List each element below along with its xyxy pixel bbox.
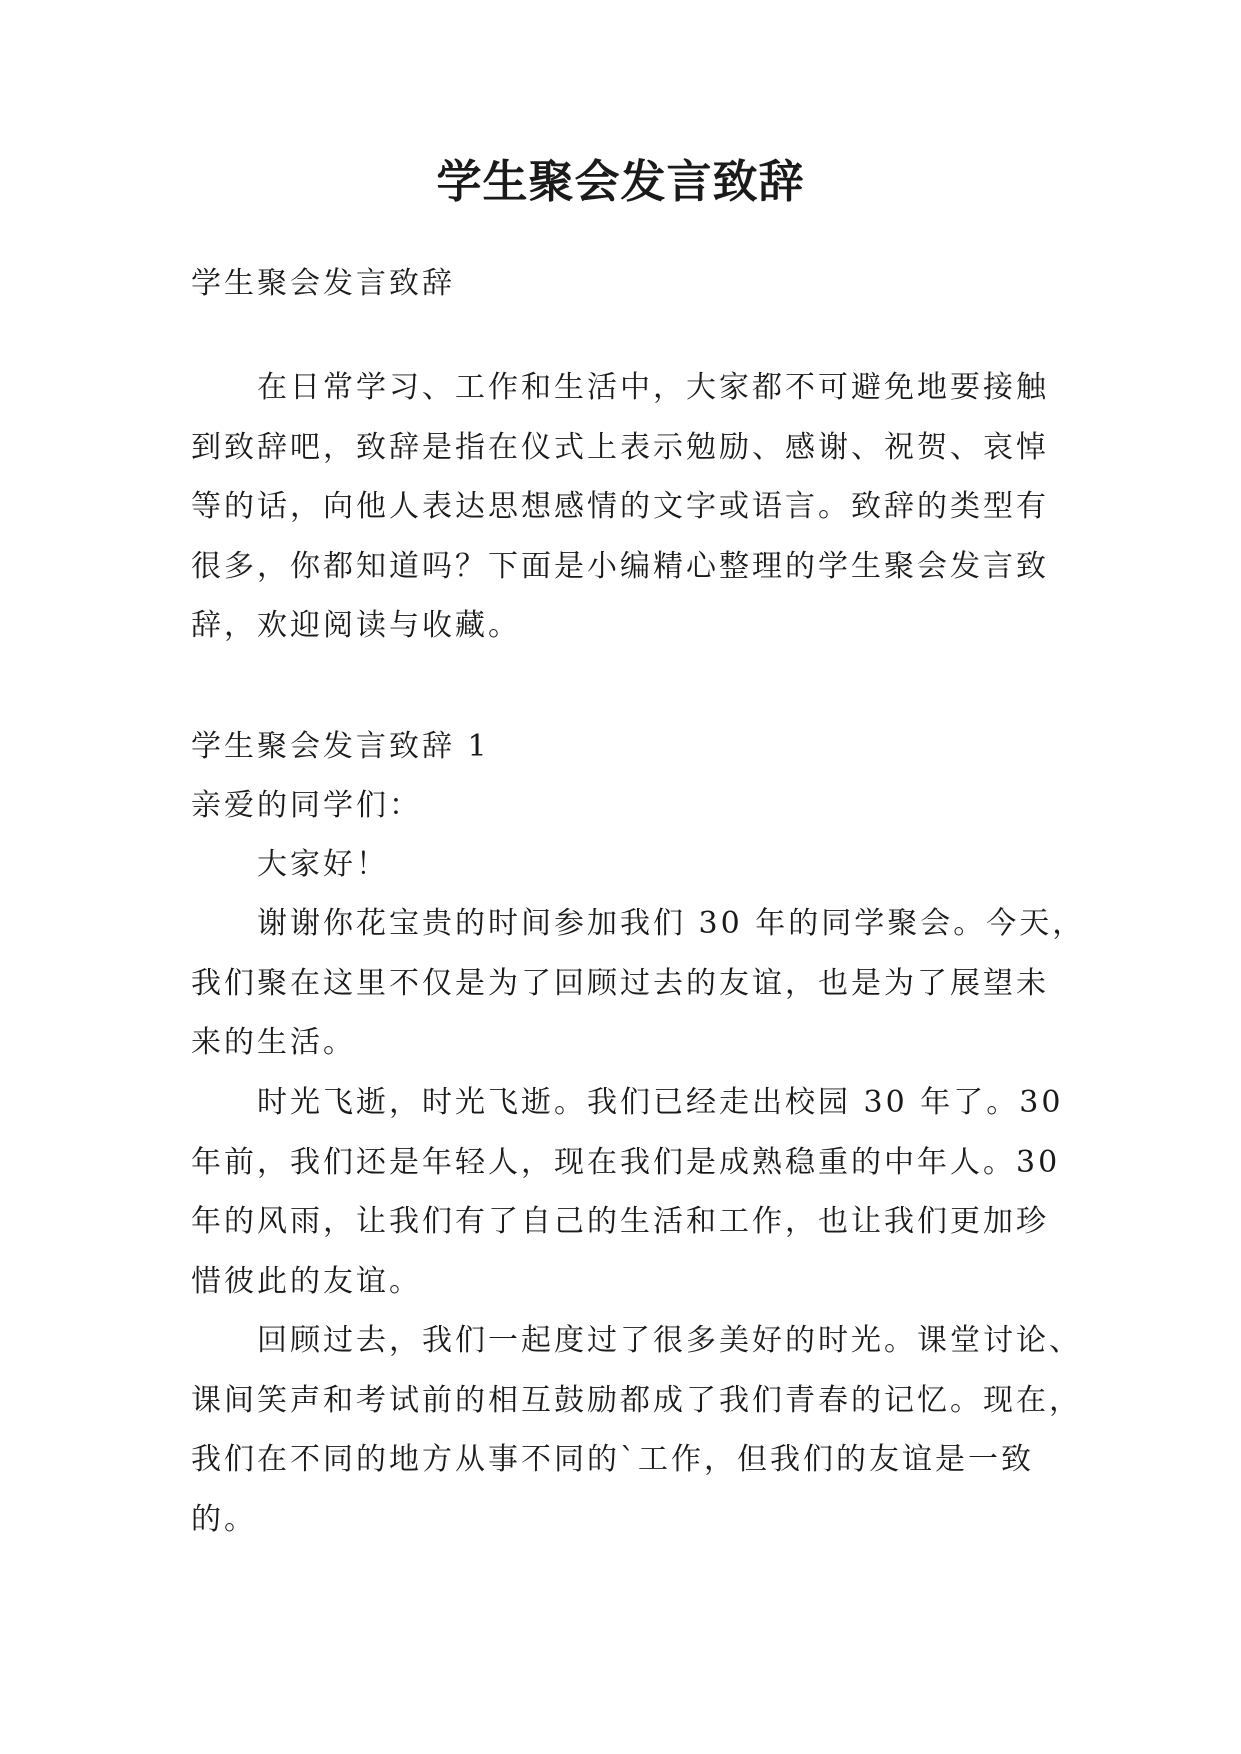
salutation: 亲爱的同学们：	[191, 788, 422, 823]
paragraph-line: 年前，我们还是年轻人，现在我们是成熟稳重的中年人。30	[191, 1144, 1061, 1180]
paragraph-2	[191, 1073, 1064, 1311]
paragraph-line: 回顾过去，我们一起度过了很多美好的时光。课堂讨论、	[257, 1323, 1082, 1358]
intro-paragraph	[191, 358, 1061, 656]
section-heading: 学生聚会发言致辞 1	[191, 729, 490, 764]
intro-line: 到致辞吧，致辞是指在仪式上表示勉励、感谢、祝贺、哀悼	[191, 429, 1049, 465]
intro-line: 很多，你都知道吗？下面是小编精心整理的学生聚会发言致	[191, 548, 1049, 584]
paragraph-line: 谢谢你花宝贵的时间参加我们 30 年的同学聚会。今天，	[257, 906, 1086, 941]
paragraph-3	[191, 1311, 1082, 1549]
paragraph-line: 年的风雨，让我们有了自己的生活和工作，也让我们更加珍	[191, 1204, 1049, 1239]
intro-line: 辞，欢迎阅读与收藏。	[191, 608, 521, 643]
paragraph-line: 来的生活。	[191, 1025, 356, 1060]
intro-line: 在日常学习、工作和生活中，大家都不可避免地要接触	[257, 370, 1049, 405]
paragraph-line: 我们聚在这里不仅是为了回顾过去的友谊，也是为了展望未	[191, 965, 1049, 1001]
intro-line: 等的话，向他人表达思想感情的文字或语言。致辞的类型有	[191, 489, 1049, 524]
paragraph-line: 课间笑声和考试前的相互鼓励都成了我们青春的记忆。现在，	[191, 1382, 1082, 1418]
greeting-line: 大家好！	[257, 847, 389, 882]
paragraph-line: 我们在不同的地方从事不同的`工作，但我们的友谊是一致	[191, 1442, 1034, 1477]
paragraph-line: 时光飞逝，时光飞逝。我们已经走出校园 30 年了。30	[257, 1085, 1064, 1120]
paragraph-1	[191, 894, 1086, 1073]
paragraph-line: 惜彼此的友谊。	[191, 1263, 422, 1299]
paragraph-line: 的。	[191, 1501, 257, 1537]
document-title: 学生聚会发言致辞	[436, 155, 805, 208]
document-subtitle: 学生聚会发言致辞	[191, 266, 455, 301]
greeting-paragraph	[191, 835, 1061, 895]
